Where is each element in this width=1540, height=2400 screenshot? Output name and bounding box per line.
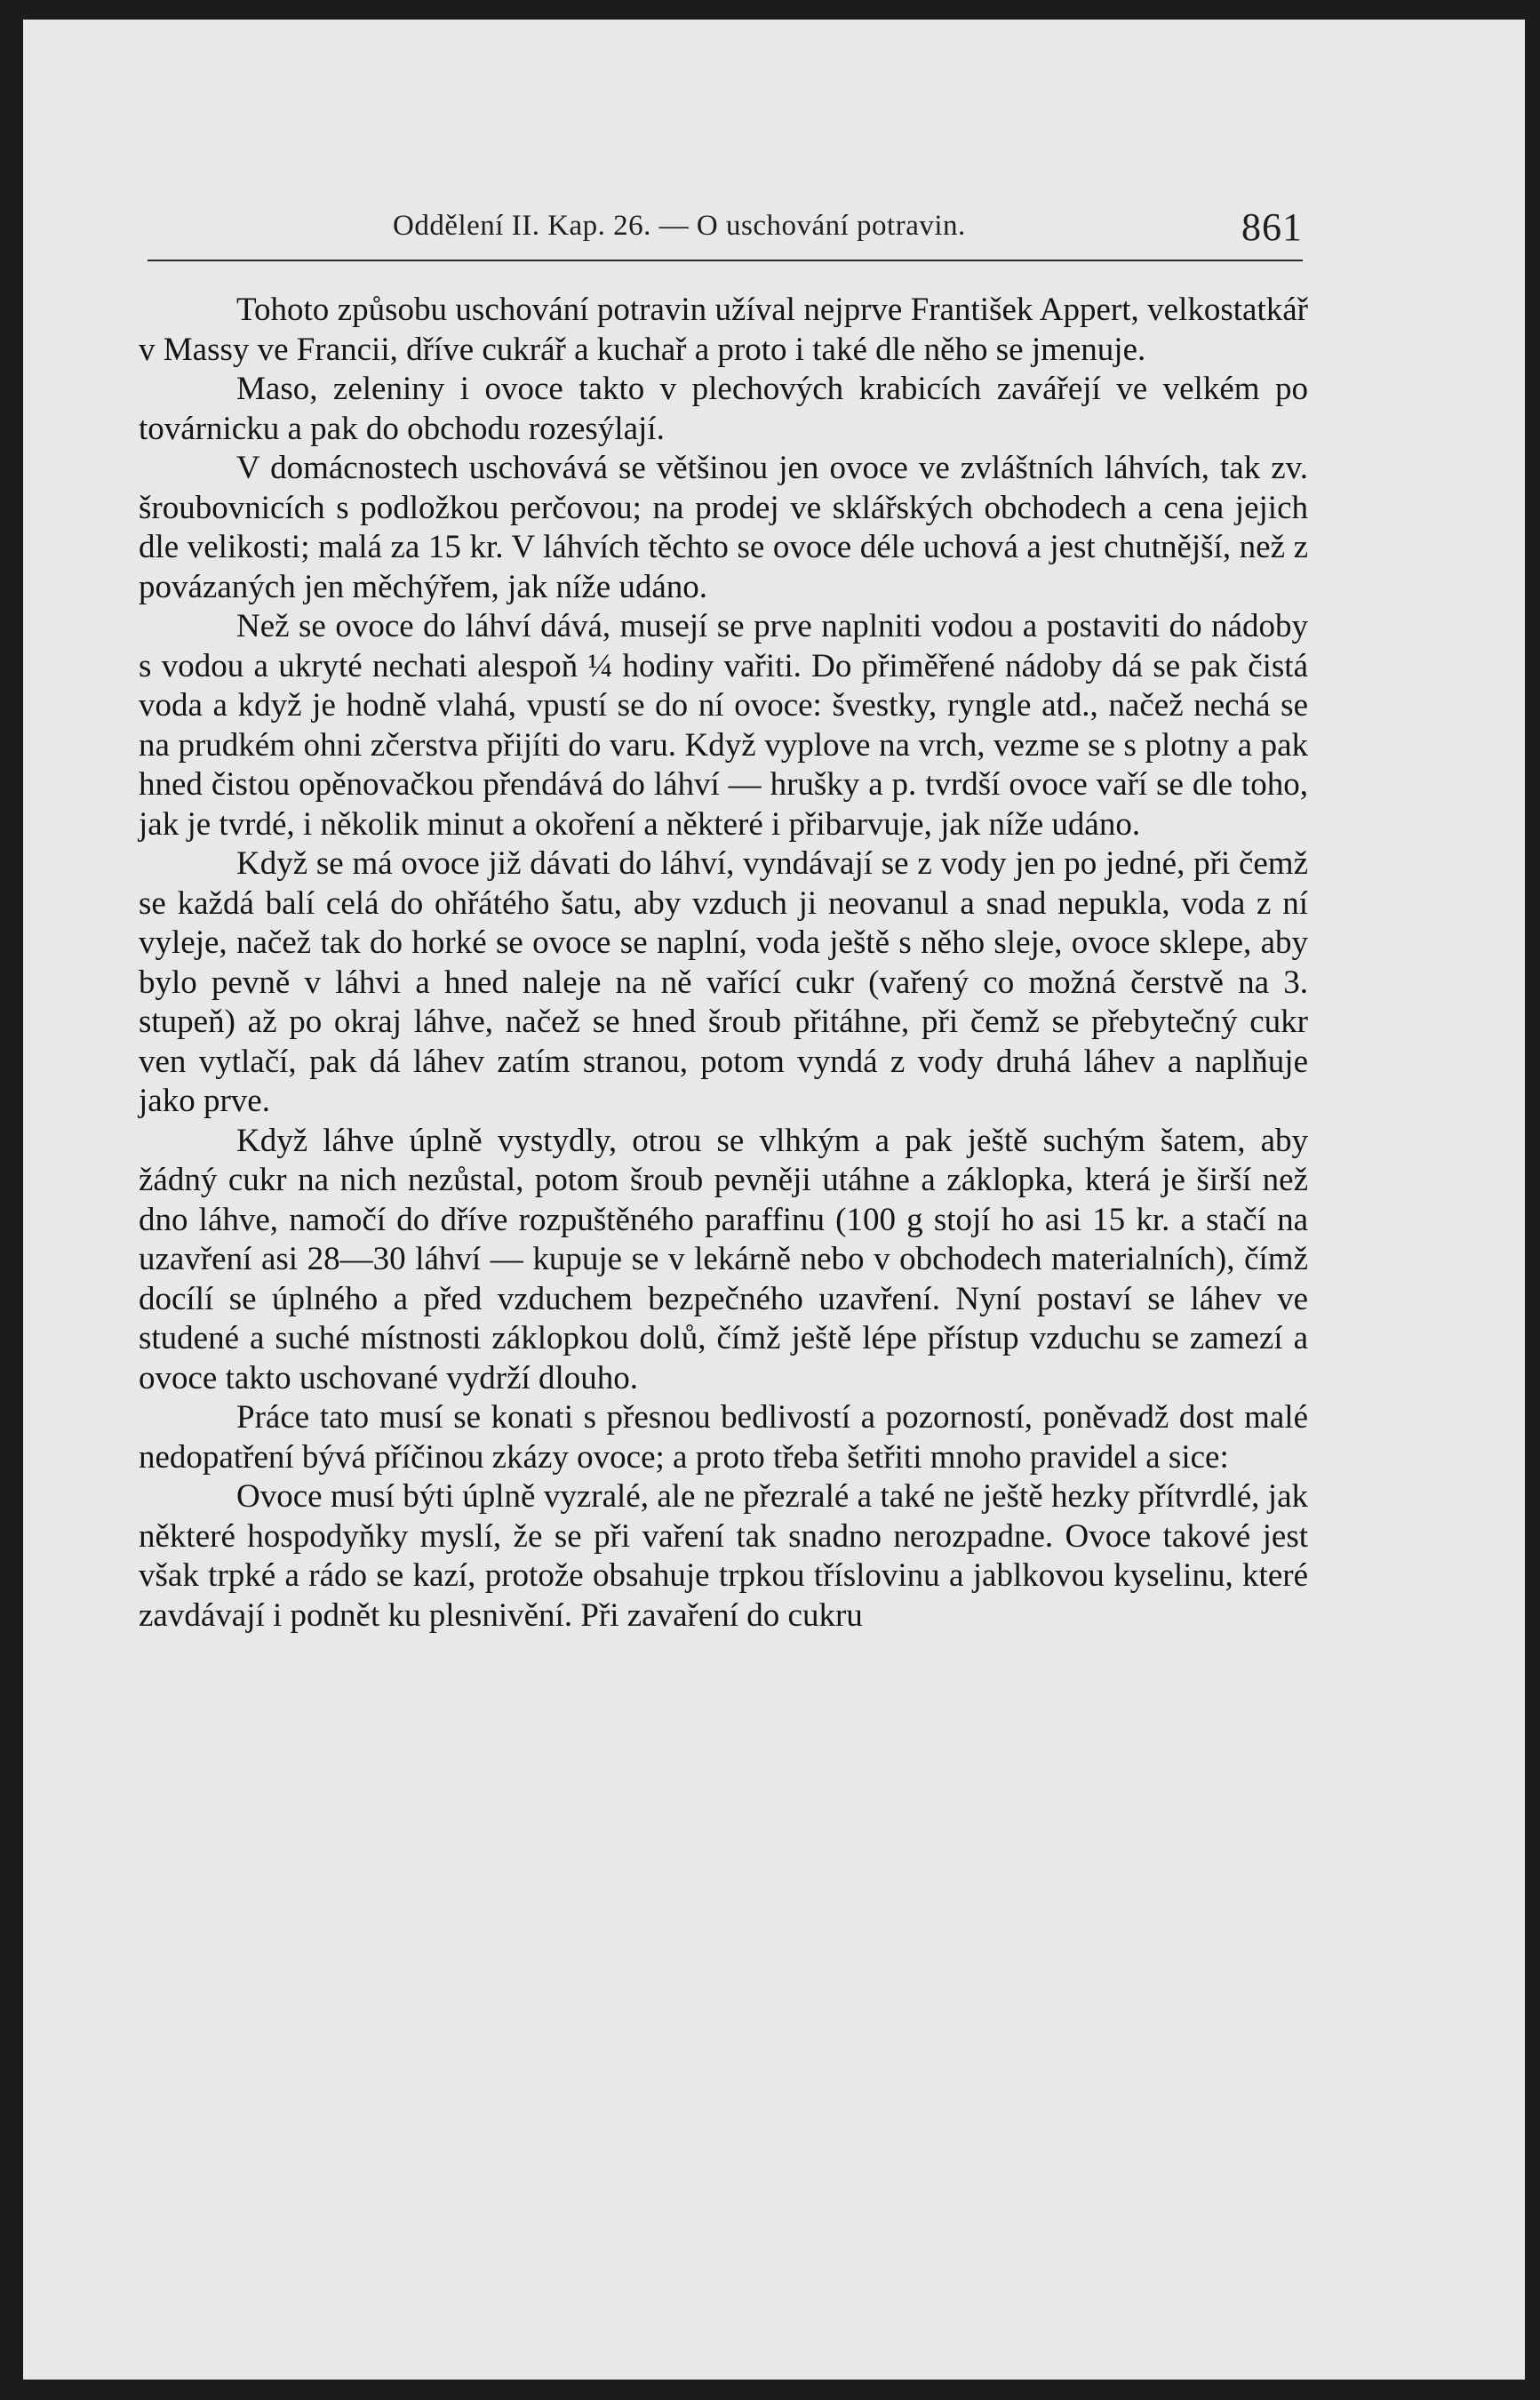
header-rule (148, 260, 1303, 261)
paragraph: Tohoto způsobu uschování potravin užíval nejprve František Appert, velkostatkář v Massy ve Francii, dříve cukrář a kuchař a proto i také dle něho se jmenuje. (139, 292, 1308, 368)
book-page (23, 20, 1525, 2380)
page-header (148, 203, 1303, 256)
paragraph: Když láhve úplně vystydly, otrou se vlhkým a pak ještě suchým šatem, aby žádný cukr na nich nezůstal, potom šroub pevněji utáhne a záklopka, která je širší než dno láhve, namočí do dříve rozpuštěného paraffinu (100 g stojí ho asi 15 kr. a stačí na uzavření asi 28—30 láhví — kupuje se v lekárně nebo v obchodech materialních), čímž docílí se úplného a před vzduchem bezpečného uzavření. Nyní postaví se láhev ve studené a suché místnosti záklopkou dolů, čímž ještě lépe přístup vzduchu se zamezí a ovoce takto uschované vydrží dlouho. (139, 1122, 1308, 1396)
paragraph: Když se má ovoce již dávati do láhví, vyndávají se z vody jen po jedné, při čemž se každá balí celá do ohřátého šatu, aby vzduch ji neovanul a snad nepukla, voda z ní vyleje, načež tak do horké se ovoce se naplní, voda ještě s něho sleje, ovoce sklepe, aby bylo pevně v láhvi a hned naleje na ně vařící cukr (vařený co možná čerstvě na 3. stupeň) až po okraj láhve, načež se hned šroub přitáhne, při čemž se přebytečný cukr ven vytlačí, pak dá láhev zatím stranou, potom vyndá z vody druhá láhev a naplňuje jako prve. (139, 845, 1308, 1119)
paragraph: Maso, zeleniny i ovoce takto v plechových krabicích zavářejí ve velkém po továrnicku a pak do obchodu rozesýlají. (139, 371, 1308, 447)
paragraph: Ovoce musí býti úplně vyzralé, ale ne přezralé a také ne ještě hezky přítvrdlé, jak některé hospodyňky myslí, že se při vaření tak snadno nerozpadne. Ovoce takové jest však trpké a rádo se kazí, protože obsahuje trpkou tříslovinu a jablkovou kyselinu, které zavdávají i podnět ku plesnivění. Při zavaření do cukru (139, 1478, 1308, 1634)
paragraph: V domácnostech uschovává se většinou jen ovoce ve zvláštních láhvích, tak zv. šroubovnicích s podložkou perčovou; na prodej ve sklářských obchodech a cena jejich dle velikosti; malá za 15 kr. V láhvích těchto se ovoce déle uchová a jest chutnější, než z povázaných jen měchýřem, jak níže udáno. (139, 450, 1308, 605)
page-number: 861 (1241, 205, 1303, 249)
running-title: Oddělení II. Kap. 26. — O uschování potravin. (393, 210, 966, 242)
paragraph: Práce tato musí se konati s přesnou bedlivostí a pozorností, poněvadž dost malé nedopatření bývá příčinou zkázy ovoce; a proto třeba šetřiti mnoho pravidel a sice: (139, 1399, 1308, 1476)
paragraph: Než se ovoce do láhví dává, musejí se prve naplniti vodou a postaviti do nádoby s vodou a ukryté nechati alespoň ¼ hodiny vařiti. Do přiměřené nádoby dá se pak čistá voda a když je hodně vlahá, vpustí se do ní ovoce: švestky, ryngle atd., načež nechá se na prudkém ohni zčerstva přijíti do varu. Když vyplove na vrch, vezme se s plotny a pak hned čistou opěnovačkou přendává do láhví — hrušky a p. tvrdší ovoce vaří se dle toho, jak je tvrdé, i několik minut a okoření a některé i přibarvuje, jak níže udáno. (139, 608, 1308, 843)
body-text (139, 291, 1308, 1636)
